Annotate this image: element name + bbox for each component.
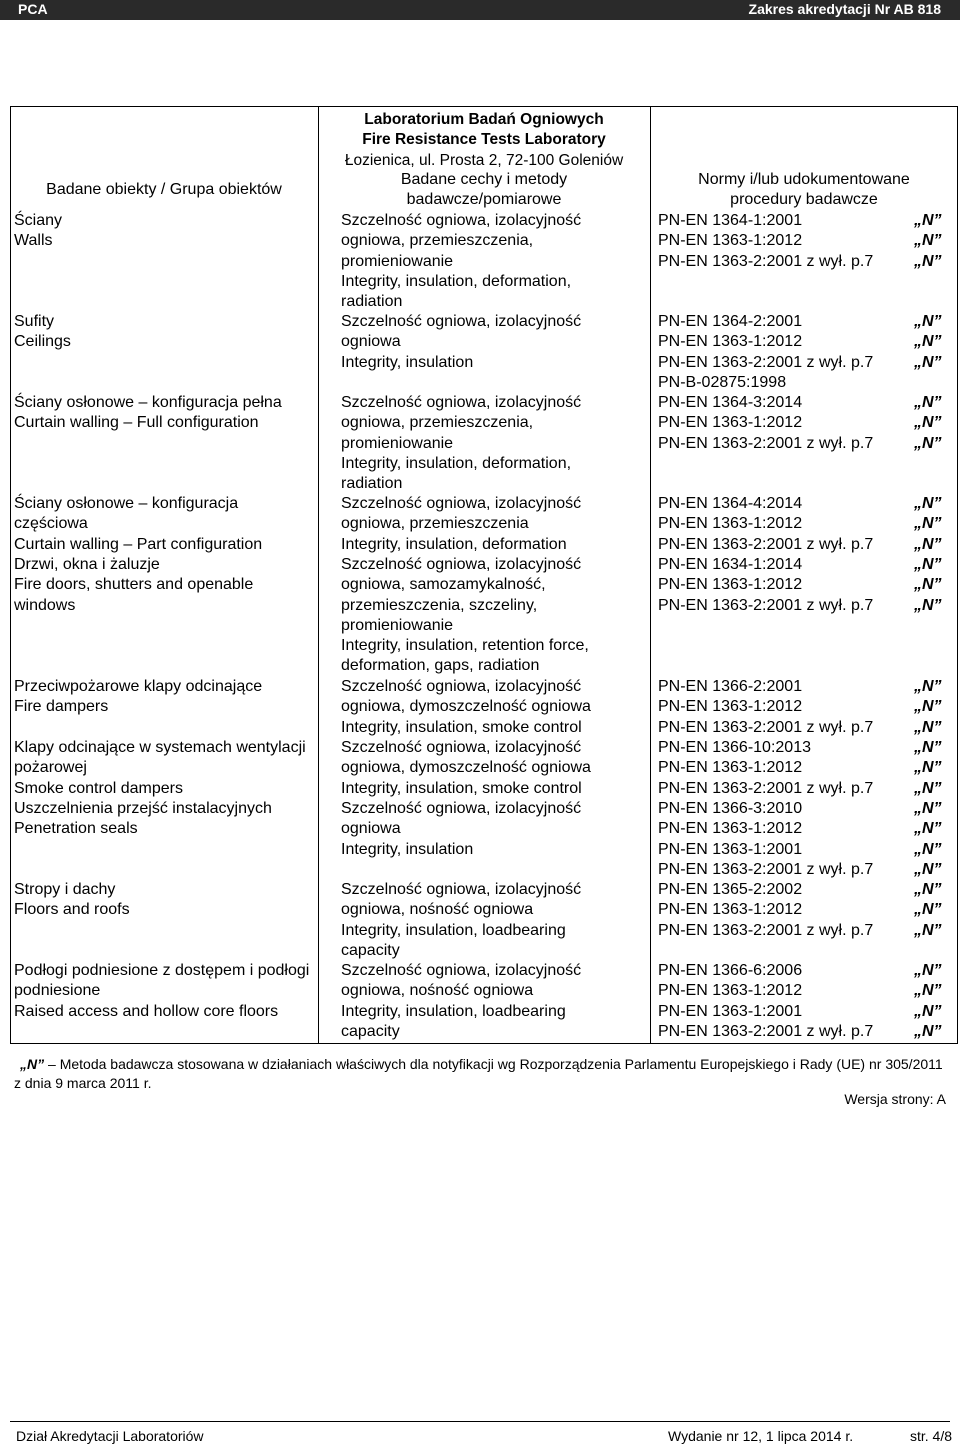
object-name-pl: Uszczelnienia przejść instalacyjnych xyxy=(14,800,272,817)
notification-mark: „N” xyxy=(914,596,942,614)
method-line: Integrity, insulation, deformation, xyxy=(341,272,572,290)
object-name-en: Floors and roofs xyxy=(14,901,130,919)
method-line: capacity xyxy=(341,941,400,959)
object-cell xyxy=(14,677,314,718)
method-line: ogniowa, dymoszczelność ogniowa xyxy=(341,759,591,777)
column-divider xyxy=(318,106,319,1044)
object-name-pl: Ściany osłonowe – konfiguracja częściowa xyxy=(14,495,239,533)
lab-address: Łozienica, ul. Prosta 2, 72-100 Goleniów xyxy=(344,151,624,169)
notification-mark: „N” xyxy=(914,962,942,979)
standard-line: PN-EN 1364-1:2001 xyxy=(658,212,803,229)
object-name-en: Fire doors, shutters and openable windows xyxy=(14,576,254,614)
object-name-pl: Stropy i dachy xyxy=(14,881,116,898)
method-line: ogniowa xyxy=(341,820,401,838)
standard-line: PN-EN 1363-2:2001 z wył. p.7 xyxy=(658,779,874,797)
notification-mark: „N” xyxy=(914,313,942,330)
object-cell xyxy=(14,799,314,840)
standard-line: PN-EN 1366-10:2013 xyxy=(658,739,811,756)
column-divider xyxy=(650,106,651,1044)
standard-line: PN-EN 1363-1:2012 xyxy=(658,515,803,533)
column-header-standards: Normy i/lub udokumentowane procedury badawcze xyxy=(698,171,910,209)
method-cell xyxy=(341,961,581,1042)
standard-cell xyxy=(658,799,873,880)
method-line: deformation, gaps, radiation xyxy=(341,657,540,675)
header-scope-title: Zakres akredytacji Nr AB 818 xyxy=(748,1,941,17)
standard-line: PN-EN 1364-2:2001 xyxy=(658,313,803,330)
method-line: Szczelność ogniowa, izolacyjność xyxy=(341,212,582,229)
header-org: PCA xyxy=(18,1,48,17)
object-name-en: Curtain walling – Part configuration xyxy=(14,535,263,553)
lab-heading xyxy=(318,110,650,171)
notification-mark-cell xyxy=(914,799,942,880)
standard-line: PN-B-02875:1998 xyxy=(658,373,787,391)
object-name-en: Ceilings xyxy=(14,333,71,351)
column-header-methods: Badane cechy i metody badawcze/pomiarowe xyxy=(400,171,568,209)
standard-line: PN-EN 1364-4:2014 xyxy=(658,495,803,512)
standard-cell xyxy=(658,961,873,1042)
object-name-en: Penetration seals xyxy=(14,820,138,838)
notification-mark: „N” xyxy=(914,1022,942,1040)
method-line: ogniowa, nośność ogniowa xyxy=(341,901,534,919)
method-line: Integrity, insulation xyxy=(341,840,474,858)
standard-line: PN-EN 1363-2:2001 z wył. p.7 xyxy=(658,596,874,614)
method-cell xyxy=(341,494,581,555)
object-cell xyxy=(14,555,314,616)
object-name-pl: Ściany xyxy=(14,212,63,229)
standard-line: PN-EN 1363-2:2001 z wył. p.7 xyxy=(658,718,874,736)
notification-mark: „N” xyxy=(914,779,942,797)
notification-mark-cell xyxy=(914,880,942,941)
notification-mark: „N” xyxy=(914,820,942,838)
method-line: ogniowa, nośność ogniowa xyxy=(341,982,534,1000)
notification-mark: „N” xyxy=(914,495,942,512)
notification-mark-cell xyxy=(914,738,942,799)
object-name-pl: Klapy odcinające w systemach wentylacji pożarowej xyxy=(14,739,306,777)
lab-name-pl: Laboratorium Badań Ogniowych xyxy=(364,111,604,128)
standard-line: PN-EN 1363-2:2001 z wył. p.7 xyxy=(658,252,874,270)
method-line: promieniowanie xyxy=(341,616,454,634)
notification-mark: „N” xyxy=(914,698,942,716)
standard-line: PN-EN 1363-1:2012 xyxy=(658,333,803,351)
notification-mark: „N” xyxy=(914,1002,942,1020)
method-line: Szczelność ogniowa, izolacyjność xyxy=(341,800,582,817)
notification-mark: „N” xyxy=(914,535,942,553)
method-line: Integrity, insulation, retention force, xyxy=(341,637,589,655)
method-line: Integrity, insulation, loadbearing xyxy=(341,1002,566,1020)
object-name-en: Fire dampers xyxy=(14,698,109,716)
standard-line: PN-EN 1363-1:2012 xyxy=(658,414,803,432)
notification-mark: „N” xyxy=(914,333,942,351)
standard-line: PN-EN 1364-3:2014 xyxy=(658,394,803,411)
standard-line: PN-EN 1363-1:2012 xyxy=(658,759,803,777)
notification-mark: „N” xyxy=(914,414,942,432)
standard-cell xyxy=(658,738,873,799)
method-line: Integrity, insulation, smoke control xyxy=(341,779,582,797)
lab-name-en: Fire Resistance Tests Laboratory xyxy=(362,131,606,149)
standard-line: PN-EN 1366-3:2010 xyxy=(658,800,803,817)
standard-line: PN-EN 1363-1:2012 xyxy=(658,982,803,1000)
notification-mark: „N” xyxy=(914,759,942,777)
notification-mark: „N” xyxy=(914,921,942,939)
object-cell xyxy=(14,880,314,921)
method-line: Szczelność ogniowa, izolacyjność xyxy=(341,313,582,330)
standard-line: PN-EN 1363-2:2001 z wył. p.7 xyxy=(658,434,874,452)
method-line: przemieszczenia, szczeliny, xyxy=(341,596,538,614)
object-name-en: Raised access and hollow core floors xyxy=(14,1002,279,1020)
notification-mark: „N” xyxy=(914,252,942,270)
notification-mark: „N” xyxy=(914,800,942,817)
notification-mark: „N” xyxy=(914,840,942,858)
standard-cell xyxy=(658,211,873,272)
notification-mark: „N” xyxy=(914,434,942,452)
method-cell xyxy=(341,555,589,677)
notification-mark: „N” xyxy=(914,353,942,371)
notification-mark: „N” xyxy=(914,860,942,878)
notification-mark-cell xyxy=(914,393,942,454)
page-version: Wersja strony: A xyxy=(844,1091,946,1107)
notification-mark-cell xyxy=(914,961,942,1042)
footer-edition: Wydanie nr 12, 1 lipca 2014 r. xyxy=(668,1428,854,1444)
method-line: ogniowa, przemieszczenia xyxy=(341,515,529,533)
method-line: ogniowa xyxy=(341,333,401,351)
footer-department: Dział Akredytacji Laboratoriów xyxy=(16,1428,204,1444)
standard-line: PN-EN 1363-1:2012 xyxy=(658,820,803,838)
object-name-en: Curtain walling – Full configuration xyxy=(14,414,259,432)
notification-mark: „N” xyxy=(914,982,942,1000)
method-cell xyxy=(341,677,591,738)
method-line: ogniowa, przemieszczenia, xyxy=(341,232,534,250)
notification-mark-cell xyxy=(914,312,942,373)
standard-line: PN-EN 1366-6:2006 xyxy=(658,962,803,979)
object-name-en: Walls xyxy=(14,232,53,250)
standard-cell xyxy=(658,880,873,941)
notification-mark-cell xyxy=(914,494,942,555)
object-name-pl: Podłogi podniesione z dostępem i podłogi podniesione xyxy=(14,962,310,1000)
standard-line: PN-EN 1363-1:2012 xyxy=(658,232,803,250)
method-line: Integrity, insulation xyxy=(341,353,474,371)
method-line: Szczelność ogniowa, izolacyjność xyxy=(341,881,582,898)
standard-line: PN-EN 1363-1:2012 xyxy=(658,576,803,594)
method-line: Szczelność ogniowa, izolacyjność xyxy=(341,962,582,979)
method-line: Szczelność ogniowa, izolacyjność xyxy=(341,556,582,573)
standard-line: PN-EN 1363-2:2001 z wył. p.7 xyxy=(658,353,874,371)
standard-line: PN-EN 1363-1:2012 xyxy=(658,901,803,919)
standard-line: PN-EN 1363-2:2001 z wył. p.7 xyxy=(658,535,874,553)
object-cell xyxy=(14,211,314,252)
method-line: Integrity, insulation, smoke control xyxy=(341,718,582,736)
method-line: Integrity, insulation, deformation xyxy=(341,535,567,553)
method-line: Szczelność ogniowa, izolacyjność xyxy=(341,678,582,695)
object-name-pl: Ściany osłonowe – konfiguracja pełna xyxy=(14,394,282,411)
notification-mark-cell xyxy=(914,555,942,616)
standard-line: PN-EN 1634-1:2014 xyxy=(658,556,803,573)
notification-mark-cell xyxy=(914,677,942,738)
method-line: promieniowanie xyxy=(341,252,454,270)
method-line: Integrity, insulation, deformation, xyxy=(341,454,572,472)
method-line: Szczelność ogniowa, izolacyjność xyxy=(341,495,582,512)
page-footer xyxy=(10,1421,952,1444)
object-cell xyxy=(14,738,314,799)
standard-line: PN-EN 1363-2:2001 z wył. p.7 xyxy=(658,1022,874,1040)
standard-line: PN-EN 1363-1:2001 xyxy=(658,840,803,858)
notification-note xyxy=(14,1055,948,1093)
method-cell xyxy=(341,799,581,860)
object-cell xyxy=(14,312,314,353)
method-cell xyxy=(341,393,581,494)
standard-line: PN-EN 1363-2:2001 z wył. p.7 xyxy=(658,860,874,878)
method-line: radiation xyxy=(341,475,403,493)
standard-line: PN-EN 1365-2:2002 xyxy=(658,881,803,898)
notification-mark-cell xyxy=(914,211,942,272)
note-text: – Metoda badawcza stosowana w działaniach właściwych dla notyfikacji wg Rozporządzenia Parlamentu Europejskiego i Rady (UE) nr 305/2011 z dnia 9 marca 2011 r. xyxy=(14,1056,943,1091)
notification-mark: „N” xyxy=(914,901,942,919)
notification-mark: „N” xyxy=(914,212,942,229)
standard-line: PN-EN 1363-2:2001 z wył. p.7 xyxy=(658,921,874,939)
method-line: capacity xyxy=(341,1022,400,1040)
standard-line: PN-EN 1363-1:2012 xyxy=(658,698,803,716)
object-name-pl: Przeciwpożarowe klapy odcinające xyxy=(14,678,263,695)
standard-cell xyxy=(658,677,873,738)
notification-mark: „N” xyxy=(914,515,942,533)
object-cell xyxy=(14,393,314,434)
method-line: promieniowanie xyxy=(341,434,454,452)
standard-cell xyxy=(658,555,873,616)
method-line: ogniowa, dymoszczelność ogniowa xyxy=(341,698,591,716)
method-cell xyxy=(341,312,581,373)
method-line: radiation xyxy=(341,293,403,311)
page-header xyxy=(0,0,960,20)
notification-mark: „N” xyxy=(914,394,942,411)
object-cell xyxy=(14,961,314,1022)
note-mark: „N” xyxy=(20,1056,45,1072)
notification-mark: „N” xyxy=(914,232,942,250)
notification-mark: „N” xyxy=(914,678,942,695)
method-line: ogniowa, przemieszczenia, xyxy=(341,414,534,432)
standard-cell xyxy=(658,494,873,555)
object-cell xyxy=(14,494,314,555)
method-cell xyxy=(341,880,581,961)
standard-line: PN-EN 1363-1:2001 xyxy=(658,1002,803,1020)
method-line: Integrity, insulation, loadbearing xyxy=(341,921,566,939)
column-header-objects: Badane obiekty / Grupa obiektów xyxy=(46,181,282,198)
standard-cell xyxy=(658,312,873,393)
method-line: Szczelność ogniowa, izolacyjność xyxy=(341,394,582,411)
standard-cell xyxy=(658,393,873,454)
method-line: Szczelność ogniowa, izolacyjność xyxy=(341,739,582,756)
method-cell xyxy=(341,211,581,312)
notification-mark: „N” xyxy=(914,718,942,736)
object-name-pl: Sufity xyxy=(14,313,55,330)
method-cell xyxy=(341,738,591,799)
notification-mark: „N” xyxy=(914,556,942,573)
object-name-en: Smoke control dampers xyxy=(14,779,183,797)
notification-mark: „N” xyxy=(914,739,942,756)
standard-line: PN-EN 1366-2:2001 xyxy=(658,678,803,695)
footer-page-number: str. 4/8 xyxy=(909,1428,952,1444)
object-name-pl: Drzwi, okna i żaluzje xyxy=(14,556,160,573)
method-line: ogniowa, samozamykalność, xyxy=(341,576,546,594)
notification-mark: „N” xyxy=(914,576,942,594)
notification-mark: „N” xyxy=(914,881,942,898)
